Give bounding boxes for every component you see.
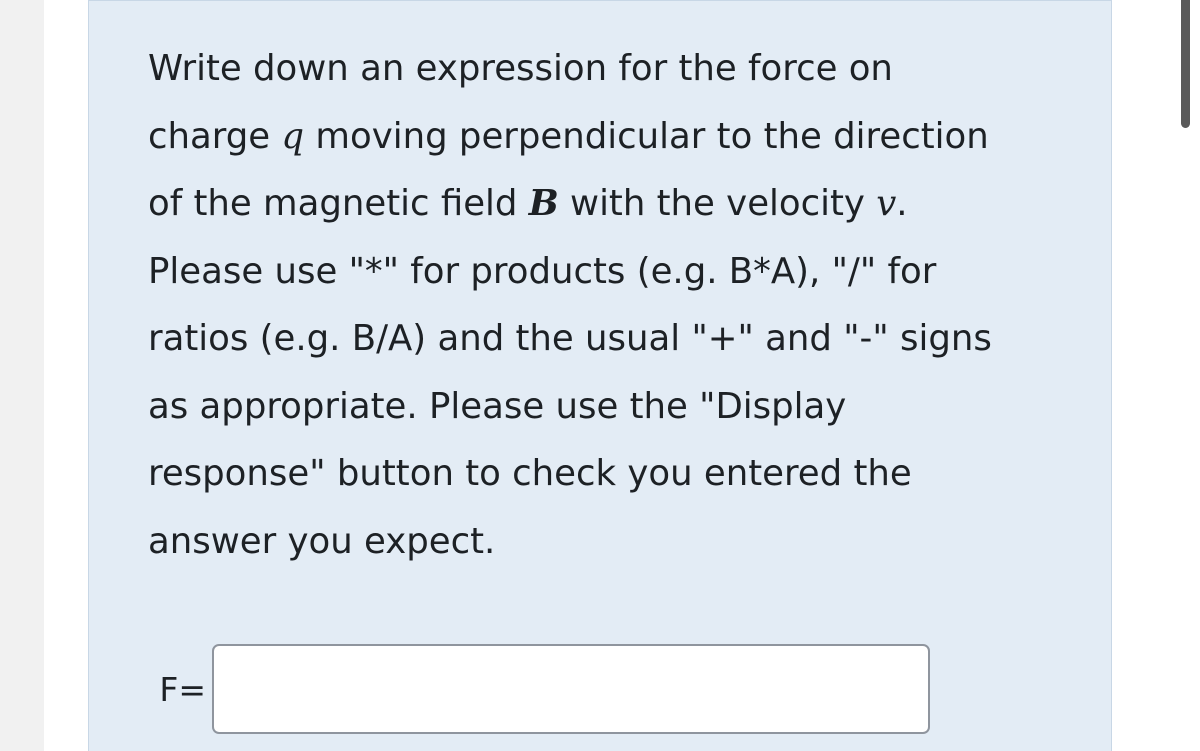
question-line-8: answer you expect. — [148, 520, 496, 562]
left-margin — [0, 0, 44, 751]
question-panel — [88, 0, 1112, 751]
answer-row — [148, 641, 930, 737]
question-line-2 — [148, 103, 1048, 171]
question-line-6: as appropriate. Please use the "Display — [148, 385, 847, 427]
question-text — [148, 35, 1048, 575]
question-line-1: Write down an expression for the force on — [148, 48, 893, 89]
question-text-segment: . — [896, 183, 908, 224]
answer-input[interactable] — [212, 644, 930, 734]
velocity-variable: v — [876, 183, 897, 224]
question-text-segment: moving perpendicular to the direction — [304, 115, 989, 157]
charge-variable: q — [281, 115, 305, 157]
answer-label: F= — [159, 669, 206, 709]
magnetic-field-variable: B — [528, 183, 559, 224]
question-line-4: Please use "*" for products (e.g. B*A), "/" for — [148, 250, 937, 292]
question-line-5: ratios (e.g. B/A) and the usual "+" and "-" signs — [148, 318, 992, 359]
question-line-7: response" button to check you entered the — [148, 453, 912, 494]
question-text-segment: with the velocity — [558, 183, 877, 224]
question-text-segment: of the magnetic field — [148, 183, 529, 224]
scrollbar-thumb[interactable] — [1181, 0, 1190, 128]
question-line-3 — [148, 170, 1048, 238]
question-text-segment: charge — [148, 115, 282, 157]
